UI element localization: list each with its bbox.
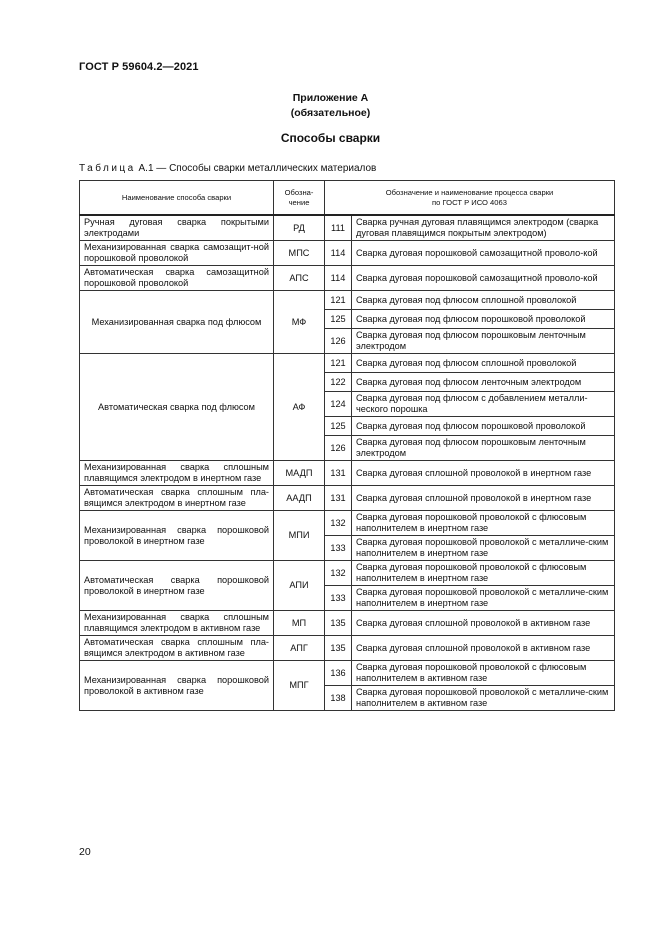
table-caption-label: Таблица <box>79 163 136 174</box>
process-description: Сварка дуговая порошковой проволокой с флюсовым наполнителем в активном газе <box>352 661 615 686</box>
process-description: Сварка дуговая под флюсом порошковым ленточным электродом <box>352 436 615 461</box>
method-name: Автоматическая сварка порошковой проволокой в инертном газе <box>80 561 274 611</box>
process-description: Сварка дуговая сплошной проволокой в инертном газе <box>352 486 615 511</box>
method-code: АПГ <box>274 636 325 661</box>
method-code: МПИ <box>274 511 325 561</box>
method-code: МАДП <box>274 461 325 486</box>
process-number: 121 <box>325 291 352 310</box>
method-name: Автоматическая сварка сплошным пла-вящимся электродом в инертном газе <box>80 486 274 511</box>
process-number: 126 <box>325 436 352 461</box>
process-description: Сварка дуговая порошковой проволокой с металличе-ским наполнителем в инертном газе <box>352 586 615 611</box>
process-number: 132 <box>325 561 352 586</box>
process-description: Сварка дуговая порошковой проволокой с металличе-ским наполнителем в активном газе <box>352 686 615 711</box>
method-code: АПС <box>274 266 325 291</box>
table-caption <box>79 163 376 174</box>
method-name: Механизированная сварка сплошным плавящимся электродом в активном газе <box>80 611 274 636</box>
method-name: Механизированная сварка сплошным плавящимся электродом в инертном газе <box>80 461 274 486</box>
appendix-title: Приложение А <box>292 92 369 104</box>
process-description: Сварка дуговая под флюсом сплошной проволокой <box>352 354 615 373</box>
process-description: Сварка дуговая под флюсом порошковой проволокой <box>352 417 615 436</box>
process-number: 135 <box>325 611 352 636</box>
method-name: Автоматическая сварка сплошным пла-вящимся электродом в активном газе <box>80 636 274 661</box>
process-number: 132 <box>325 511 352 536</box>
process-number: 125 <box>325 417 352 436</box>
method-code: МФ <box>274 291 325 354</box>
process-description: Сварка дуговая под флюсом ленточным электродом <box>352 373 615 392</box>
table-row <box>80 511 615 536</box>
process-description: Сварка дуговая сплошной проволокой в активном газе <box>352 611 615 636</box>
table-caption-text: А.1 — Способы сварки металлических материалов <box>138 163 377 174</box>
process-description: Сварка дуговая порошковой самозащитной проволо-кой <box>352 266 615 291</box>
method-code: РД <box>274 215 325 241</box>
table-row <box>80 241 615 266</box>
method-name: Автоматическая сварка самозащитной порошковой проволокой <box>80 266 274 291</box>
method-code: МП <box>274 611 325 636</box>
process-number: 138 <box>325 686 352 711</box>
method-code: МПГ <box>274 661 325 711</box>
process-description: Сварка дуговая под флюсом сплошной проволокой <box>352 291 615 310</box>
process-description: Сварка дуговая порошковой самозащитной проволо-кой <box>352 241 615 266</box>
table-row <box>80 266 615 291</box>
method-code: АФ <box>274 354 325 461</box>
section-title: Способы сварки <box>280 131 381 145</box>
process-number: 114 <box>325 241 352 266</box>
document-header: ГОСТ Р 59604.2—2021 <box>79 61 199 73</box>
table-row <box>80 636 615 661</box>
process-number: 125 <box>325 310 352 329</box>
process-description: Сварка дуговая под флюсом порошковой проволокой <box>352 310 615 329</box>
method-name: Механизированная сварка под флюсом <box>80 291 274 354</box>
process-description: Сварка дуговая сплошной проволокой в активном газе <box>352 636 615 661</box>
process-number: 133 <box>325 536 352 561</box>
table-row <box>80 291 615 310</box>
table-row <box>80 661 615 686</box>
process-number: 114 <box>325 266 352 291</box>
appendix-status: (обязательное) <box>290 107 371 119</box>
method-name: Механизированная сварка порошковой проволокой в активном газе <box>80 661 274 711</box>
process-number: 122 <box>325 373 352 392</box>
process-number: 133 <box>325 586 352 611</box>
method-name: Механизированная сварка порошковой проволокой в инертном газе <box>80 511 274 561</box>
process-number: 121 <box>325 354 352 373</box>
table-row <box>80 611 615 636</box>
table-row <box>80 486 615 511</box>
process-number: 131 <box>325 486 352 511</box>
table-row <box>80 354 615 373</box>
process-description: Сварка дуговая под флюсом порошковым ленточным электродом <box>352 329 615 354</box>
header-name: Наименование способа сварки <box>80 181 274 216</box>
method-code: МПС <box>274 241 325 266</box>
process-description: Сварка дуговая порошковой проволокой с флюсовым наполнителем в инертном газе <box>352 511 615 536</box>
header-process: Обозначение и наименование процесса сварки по ГОСТ Р ИСО 4063 <box>325 181 615 216</box>
welding-methods-table <box>79 180 615 711</box>
table-row <box>80 461 615 486</box>
table-header-row <box>80 181 615 216</box>
process-description: Сварка дуговая порошковой проволокой с металличе-ским наполнителем в инертном газе <box>352 536 615 561</box>
method-code: АПИ <box>274 561 325 611</box>
header-code: Обозна- чение <box>274 181 325 216</box>
process-description: Сварка ручная дуговая плавящимся электродом (сварка дуговая плавящимся покрытым электродом) <box>352 215 615 241</box>
method-name: Механизированная сварка самозащит-ной порошковой проволокой <box>80 241 274 266</box>
table-row <box>80 215 615 241</box>
page-number: 20 <box>79 846 91 858</box>
process-description: Сварка дуговая сплошной проволокой в инертном газе <box>352 461 615 486</box>
process-number: 126 <box>325 329 352 354</box>
process-description: Сварка дуговая под флюсом с добавлением металли-ческого порошка <box>352 392 615 417</box>
table-row <box>80 561 615 586</box>
process-number: 136 <box>325 661 352 686</box>
process-number: 111 <box>325 215 352 241</box>
process-number: 135 <box>325 636 352 661</box>
table-body <box>80 215 615 711</box>
method-name: Автоматическая сварка под флюсом <box>80 354 274 461</box>
method-name: Ручная дуговая сварка покрытыми электродами <box>80 215 274 241</box>
appendix-heading <box>0 91 661 121</box>
process-number: 131 <box>325 461 352 486</box>
process-number: 124 <box>325 392 352 417</box>
method-code: ААДП <box>274 486 325 511</box>
process-description: Сварка дуговая порошковой проволокой с флюсовым наполнителем в инертном газе <box>352 561 615 586</box>
